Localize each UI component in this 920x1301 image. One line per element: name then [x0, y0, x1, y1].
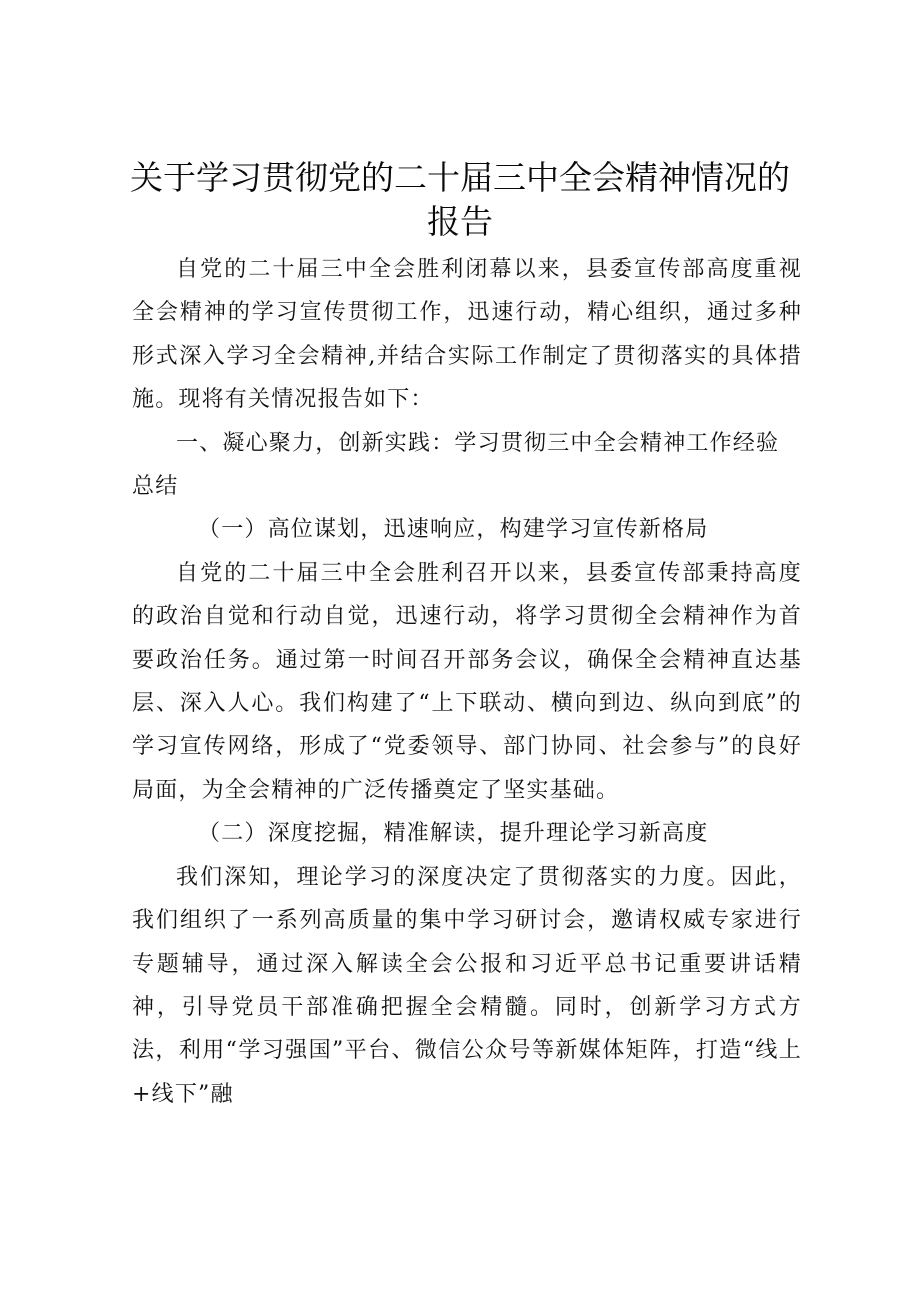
intro-paragraph: 自党的二十届三中全会胜利闭幕以来，县委宣传部高度重视全会精神的学习宣传贯彻工作，迅速行动，精心组织，通过多种形式深入学习全会精神,并结合实际工作制定了贯彻落实的具体措施。现将有关情况报告如下： — [132, 257, 802, 413]
section-1-heading: 一、凝心聚力，创新实践：学习贯彻三中全会精神工作经验总结 — [132, 430, 780, 500]
document-title — [120, 156, 800, 244]
document-body — [132, 248, 802, 1116]
subsection-2-heading: （二）深度挖掘，精准解读，提升理论学习新高度 — [198, 821, 709, 847]
title-line-1: 关于学习贯彻党的二十届三中全会精神情况的 — [130, 158, 790, 197]
subsection-1-paragraph: 自党的二十届三中全会胜利召开以来，县委宣传部秉持高度的政治自觉和行动自觉，迅速行动，将学习贯彻全会精神作为首要政治任务。通过第一时间召开部务会议，确保全会精神直达基层、深入人心。我们构建了“上下联动、横向到边、纵向到底”的学习宣传网络，形成了“党委领导、部门协同、社会参与”的良好局面，为全会精神的广泛传播奠定了坚实基础。 — [132, 560, 802, 803]
title-line-2: 报告 — [427, 202, 493, 241]
subsection-2-paragraph: 我们深知，理论学习的深度决定了贯彻落实的力度。因此，我们组织了一系列高质量的集中学习研讨会，邀请权威专家进行专题辅导，通过深入解读全会公报和习近平总书记重要讲话精神，引导党员干部准确把握全会精髓。同时，创新学习方式方法，利用“学习强国”平台、微信公众号等新媒体矩阵，打造“线上+线下”融 — [132, 864, 802, 1107]
subsection-1-heading: （一）高位谋划，迅速响应，构建学习宣传新格局 — [198, 517, 709, 543]
